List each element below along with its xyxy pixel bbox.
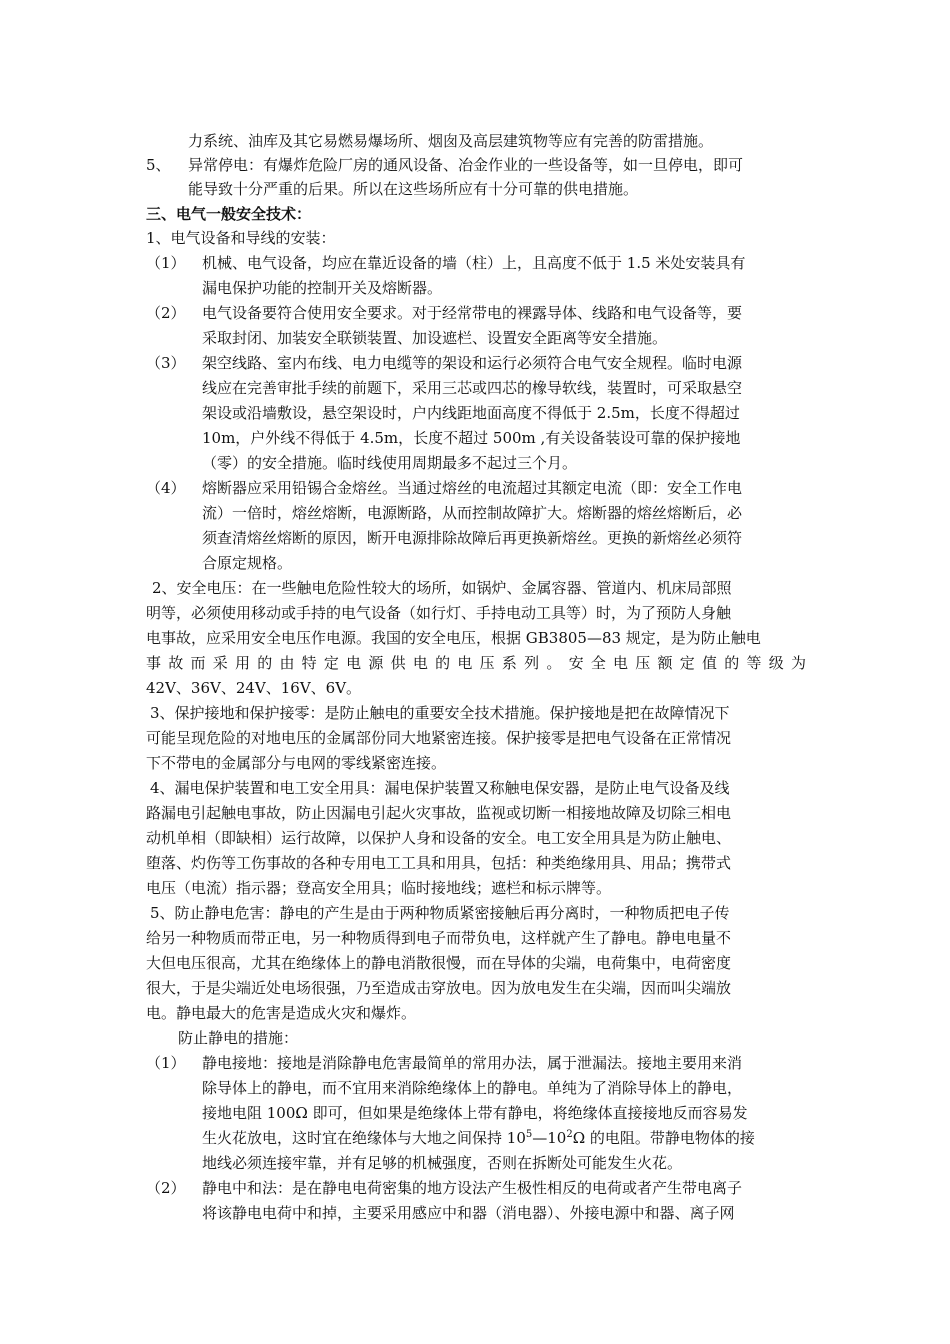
- text-line: 机械、电气设备，均应在靠近设备的墙（柱）上，且高度不低于 1.5 米处安装具有: [202, 254, 746, 272]
- text-line: 架空线路、室内布线、电力电缆等的架设和运行必须符合电气安全规程。临时电源: [202, 354, 743, 372]
- list-number: 5、: [146, 156, 171, 174]
- text-fragment: —10: [532, 1129, 567, 1147]
- text-line: 合原定规格。: [202, 554, 293, 572]
- text-line: 10m，户外线不得低于 4.5m，长度不超过 500m ,有关设备装设可靠的保护接地: [202, 429, 741, 447]
- text-line: 电气设备要符合使用安全要求。对于经常带电的裸露导体、线路和电气设备等，要: [202, 304, 743, 322]
- list-number: （1）: [146, 1054, 186, 1072]
- text-line: 堕落、灼伤等工伤事故的各种专用电工工具和用具，包括：种类绝缘用具、用品；携带式: [146, 854, 732, 872]
- subheading: 防止静电的措施：: [178, 1029, 299, 1047]
- text-line: 42V、36V、24V、16V、6V。: [146, 679, 362, 697]
- subsection-heading: 1、电气设备和导线的安装：: [146, 229, 336, 247]
- list-number: （4）: [146, 479, 186, 497]
- text-line: 接地电阻 100Ω 即可，但如果是绝缘体上带有静电，将绝缘体直接接地反而容易发: [202, 1104, 748, 1122]
- text-line: 路漏电引起触电事故，防止因漏电引起火灾事故，监视或切断一相接地故障及切除三相电: [146, 804, 732, 822]
- text-line: （零）的安全措施。临时线使用周期最多不起过三个月。: [202, 454, 578, 472]
- text-fragment: Ω 的电阻。带静电物体的接: [572, 1129, 755, 1147]
- text-line: 线应在完善审批手续的前题下，采用三芯或四芯的橡导软线，装置时，可采取悬空: [202, 379, 743, 397]
- text-line: 异常停电：有爆炸危险厂房的通风设备、冶金作业的一些设备等，如一旦停电，即可: [188, 156, 744, 174]
- list-number: （2）: [146, 1179, 186, 1197]
- text-fragment: 生火花放电，这时宜在绝缘体与大地之间保持 10: [202, 1129, 526, 1147]
- text-line: 电。静电最大的危害是造成火灾和爆炸。: [146, 1004, 417, 1022]
- text-line: 大但电压很高，尤其在绝缘体上的静电消散很慢，而在导体的尖端，电荷集中，电荷密度: [146, 954, 732, 972]
- text-line: 5、防止静电危害：静电的产生是由于两种物质紧密接触后再分离时，一种物质把电子传: [150, 904, 730, 922]
- text-line: 下不带电的金属部分与电网的零线紧密连接。: [146, 754, 447, 772]
- text-line: 流）一倍时，熔丝熔断，电源断路，从而控制故障扩大。熔断器的熔丝熔断后，必: [202, 504, 743, 522]
- text-line: 4、漏电保护装置和电工安全用具：漏电保护装置又称触电保安器，是防止电气设备及线: [150, 779, 730, 797]
- text-line: 电压（电流）指示器；登高安全用具；临时接地线；遮栏和标示牌等。: [146, 879, 612, 897]
- text-line: 事故而采用的由特定电源供电的电压系列。安全电压额定值的等级为: [146, 654, 806, 672]
- text-line: 2、安全电压：在一些触电危险性较大的场所，如锅炉、金属容器、管道内、机床局部照: [152, 579, 732, 597]
- text-line: 漏电保护功能的控制开关及熔断器。: [202, 279, 443, 297]
- text-line: 熔断器应采用铅锡合金熔丝。当通过熔丝的电流超过其额定电流（即：安全工作电: [202, 479, 743, 497]
- section-heading: 三、电气一般安全技术：: [146, 205, 312, 223]
- text-line: 将该静电电荷中和掉，主要采用感应中和器（消电器）、外接电源中和器、离子网: [202, 1204, 735, 1222]
- text-line: 静电中和法：是在静电电荷密集的地方设法产生极性相反的电荷或者产生带电离子: [202, 1179, 743, 1197]
- superscript: 5: [525, 1129, 533, 1140]
- text-line: 力系统、油库及其它易燃易爆场所、烟囱及高层建筑物等应有完善的防雷措施。: [188, 132, 714, 150]
- text-line: 能导致十分严重的后果。所以在这些场所应有十分可靠的供电措施。: [188, 180, 639, 198]
- text-line: 动机单相（即缺相）运行故障，以保护人身和设备的安全。电工安全用具是为防止触电、: [146, 829, 732, 847]
- list-number: （2）: [146, 304, 186, 322]
- text-line: 地线必须连接牢靠，并有足够的机械强度，否则在拆断处可能发生火花。: [202, 1154, 683, 1172]
- list-number: （3）: [146, 354, 186, 372]
- text-line: 明等，必须使用移动或手持的电气设备（如行灯、手持电动工具等）时，为了预防人身触: [146, 604, 732, 622]
- superscript: 2: [566, 1129, 573, 1140]
- text-line: 很大，于是尖端近处电场很强，乃至造成击穿放电。因为放电发生在尖端，因而叫尖端放: [146, 979, 732, 997]
- text-line: 采取封闭、加装安全联锁装置、加设遮栏、设置安全距离等安全措施。: [202, 329, 668, 347]
- text-line: 架设或沿墙敷设，悬空架设时，户内线距地面高度不得低于 2.5m，长度不得超过: [202, 404, 740, 422]
- text-line: 3、保护接地和保护接零：是防止触电的重要安全技术措施。保护接地是把在故障情况下: [150, 704, 730, 722]
- text-line: 给另一种物质而带正电，另一种物质得到电子而带负电，这样就产生了静电。静电电量不: [146, 929, 732, 947]
- text-line: 电事故，应采用安全电压作电源。我国的安全电压，根据 GB3805—83 规定，是为防止触电: [146, 629, 761, 647]
- list-number: （1）: [146, 254, 186, 272]
- text-line: 须查清熔丝熔断的原因，断开电源排除故障后再更换新熔丝。更换的新熔丝必须符: [202, 529, 743, 547]
- text-line: [202, 1129, 755, 1147]
- text-line: 除导体上的静电，而不宜用来消除绝缘体上的静电。单纯为了消除导体上的静电，: [202, 1079, 743, 1097]
- text-line: 静电接地：接地是消除静电危害最简单的常用办法，属于泄漏法。接地主要用来消: [202, 1054, 743, 1072]
- text-line: 可能呈现危险的对地电压的金属部份同大地紧密连接。保护接零是把电气设备在正常情况: [146, 729, 732, 747]
